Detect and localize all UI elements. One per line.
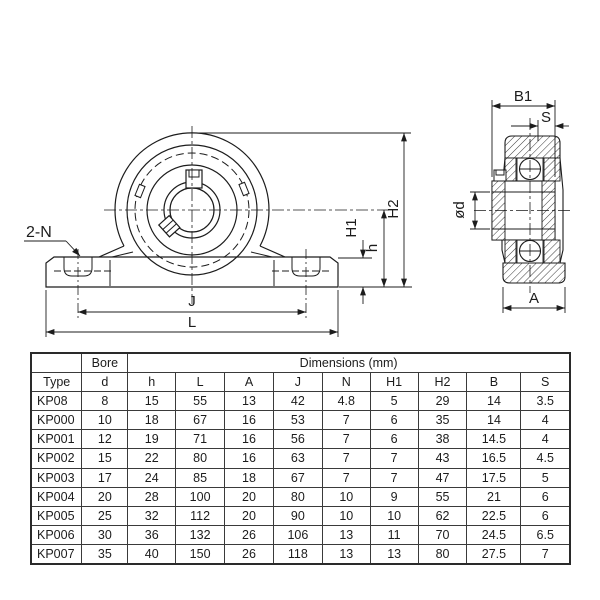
table-row: [31, 468, 570, 487]
cell: 20: [225, 506, 274, 525]
header-bore: Bore: [82, 353, 128, 372]
cell: 71: [176, 430, 225, 449]
cell: 26: [225, 526, 274, 545]
cell: 10: [370, 506, 418, 525]
cell-type: KP003: [31, 468, 82, 487]
side-cap: [505, 136, 560, 158]
col-header-A: A: [225, 372, 274, 391]
table-header-group-row: [31, 353, 570, 372]
cell-type: KP000: [31, 411, 82, 430]
cell-type: KP005: [31, 506, 82, 525]
cell: 15: [82, 449, 128, 468]
cell: 13: [225, 391, 274, 410]
col-header-type: Type: [31, 372, 82, 391]
col-header-H1: H1: [370, 372, 418, 391]
cell: 13: [370, 545, 418, 564]
cell: 16.5: [467, 449, 521, 468]
cell: 19: [128, 430, 176, 449]
leader-2N: [66, 241, 80, 256]
side-view: [474, 118, 572, 293]
cell: 4: [521, 411, 570, 430]
cell: 55: [176, 391, 225, 410]
cell: 24: [128, 468, 176, 487]
cell: 13: [322, 526, 370, 545]
col-header-h: h: [128, 372, 176, 391]
side-race-bottom: [505, 240, 560, 263]
cell: 17: [82, 468, 128, 487]
cell: 29: [418, 391, 467, 410]
cell: 10: [322, 487, 370, 506]
cell: 26: [225, 545, 274, 564]
cell: 7: [322, 468, 370, 487]
cell: 24.5: [467, 526, 521, 545]
cell: 150: [176, 545, 225, 564]
cell: 13: [322, 545, 370, 564]
cell-type: KP002: [31, 449, 82, 468]
cell: 80: [273, 487, 322, 506]
cell: 32: [128, 506, 176, 525]
header-dimensions: Dimensions (mm): [128, 353, 570, 372]
dim-label-S: S: [540, 109, 552, 126]
cell-type: KP08: [31, 391, 82, 410]
dim-label-h: h: [364, 243, 381, 253]
header-empty: [31, 353, 82, 372]
cell: 14: [467, 391, 521, 410]
cell: 67: [176, 411, 225, 430]
cell: 80: [176, 449, 225, 468]
cell: 25: [82, 506, 128, 525]
dim-label-L: L: [187, 314, 197, 331]
cell: 4.5: [521, 449, 570, 468]
table-row: [31, 411, 570, 430]
col-header-L: L: [176, 372, 225, 391]
ring-notch-right: [239, 182, 249, 195]
dim-label-H1: H1: [343, 218, 360, 238]
side-race-top: [505, 158, 560, 181]
cell: 28: [128, 487, 176, 506]
cell: 22: [128, 449, 176, 468]
cell: 7: [370, 449, 418, 468]
table-row: [31, 487, 570, 506]
cell: 7: [322, 430, 370, 449]
dim-label-J: J: [188, 293, 196, 310]
cell: 132: [176, 526, 225, 545]
cell: 4.8: [322, 391, 370, 410]
cell: 6: [521, 487, 570, 506]
cell-type: KP001: [31, 430, 82, 449]
cell: 35: [418, 411, 467, 430]
cell: 21: [467, 487, 521, 506]
cell: 40: [128, 545, 176, 564]
set-screw-top: [186, 170, 202, 188]
dim-label-A: A: [528, 290, 540, 307]
cell: 67: [273, 468, 322, 487]
cell: 106: [273, 526, 322, 545]
col-header-d: d: [82, 372, 128, 391]
cell: 5: [370, 391, 418, 410]
cell: 6: [521, 506, 570, 525]
table-row: [31, 449, 570, 468]
cell: 17.5: [467, 468, 521, 487]
cell: 112: [176, 506, 225, 525]
cell: 12: [82, 430, 128, 449]
cell: 7: [370, 468, 418, 487]
side-set-screw: [494, 170, 506, 181]
table-row: [31, 430, 570, 449]
cell: 118: [273, 545, 322, 564]
cell: 62: [418, 506, 467, 525]
col-header-J: J: [273, 372, 322, 391]
cell: 16: [225, 430, 274, 449]
cell: 38: [418, 430, 467, 449]
cell: 11: [370, 526, 418, 545]
cell: 100: [176, 487, 225, 506]
cell: 36: [128, 526, 176, 545]
cell: 27.5: [467, 545, 521, 564]
cell: 8: [82, 391, 128, 410]
table-row: [31, 545, 570, 564]
cell: 5: [521, 468, 570, 487]
cell: 14.5: [467, 430, 521, 449]
cell: 16: [225, 411, 274, 430]
cell: 18: [128, 411, 176, 430]
cell: 47: [418, 468, 467, 487]
cell: 6: [370, 430, 418, 449]
cell: 6: [370, 411, 418, 430]
cell: 7: [322, 449, 370, 468]
cell: 14: [467, 411, 521, 430]
cell: 53: [273, 411, 322, 430]
cell: 55: [418, 487, 467, 506]
ring-notch-left: [135, 184, 145, 197]
cell: 4: [521, 430, 570, 449]
cell: 6.5: [521, 526, 570, 545]
front-view: [46, 126, 392, 318]
cell: 63: [273, 449, 322, 468]
cell: 9: [370, 487, 418, 506]
dim-label-bore: ød: [451, 201, 468, 219]
dimensions-table: [30, 352, 571, 565]
cell: 80: [418, 545, 467, 564]
cell: 90: [273, 506, 322, 525]
dim-label-H2: H2: [385, 199, 402, 219]
cell: 20: [225, 487, 274, 506]
col-header-N: N: [322, 372, 370, 391]
cell: 70: [418, 526, 467, 545]
col-header-S: S: [521, 372, 570, 391]
side-foot: [503, 263, 565, 283]
dim-label-B1: B1: [513, 88, 533, 105]
table-row: [31, 391, 570, 410]
cell: 43: [418, 449, 467, 468]
table-row: [31, 526, 570, 545]
table-row: [31, 506, 570, 525]
cell: 20: [82, 487, 128, 506]
cell: 3.5: [521, 391, 570, 410]
cell: 7: [322, 411, 370, 430]
cell: 10: [82, 411, 128, 430]
cell: 22.5: [467, 506, 521, 525]
cell-type: KP006: [31, 526, 82, 545]
col-header-H2: H2: [418, 372, 467, 391]
cell: 42: [273, 391, 322, 410]
col-header-B: B: [467, 372, 521, 391]
cell-type: KP004: [31, 487, 82, 506]
cell: 10: [322, 506, 370, 525]
bolt-note-label: 2-N: [26, 224, 52, 241]
cell: 30: [82, 526, 128, 545]
cell: 85: [176, 468, 225, 487]
cell: 7: [521, 545, 570, 564]
cell-type: KP007: [31, 545, 82, 564]
cell: 56: [273, 430, 322, 449]
table-column-header-row: [31, 372, 570, 391]
cell: 15: [128, 391, 176, 410]
cell: 35: [82, 545, 128, 564]
cell: 18: [225, 468, 274, 487]
cell: 16: [225, 449, 274, 468]
